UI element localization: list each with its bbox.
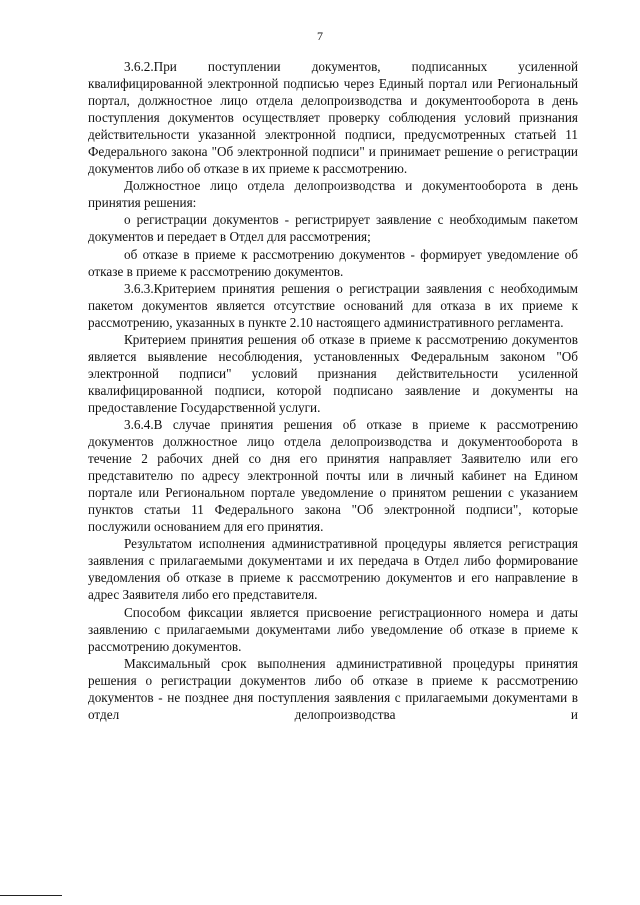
paragraph-3-6-3: 3.6.3.Критерием принятия решения о регистрации заявления с необходимым пакетом документов является отсутствие оснований для отказа в их приеме к рассмотрению, указанных в пункте 2.10 настоящего административного регламента. (88, 280, 578, 330)
page-number: 7 (317, 29, 323, 43)
paragraph-officer-decision-day: Должностное лицо отдела делопроизводства и документооборота в день принятия решения: (88, 178, 578, 211)
document-body (88, 58, 578, 723)
paragraph-refusal-case: об отказе в приеме к рассмотрению документов - формирует уведомление об отказе в приеме к рассмотрению документов. (88, 246, 578, 279)
paragraph-max-term: Максимальный срок выполнения административной процедуры принятия решения о регистрации документов либо об отказе в приеме к рассмотрению документов - не позднее дня поступления заявления с прилагаемыми документами в отдел делопроизводства и (88, 655, 578, 722)
paragraph-3-6-4: 3.6.4.В случае принятия решения об отказе в приеме к рассмотрению документов должностное лицо отдела делопроизводства и документооборота в течение 2 рабочих дней со дня его принятия направляет Заявителю или его представителю по адресу электронной почты или в личный кабинет на Едином портале или Региональном портале уведомление о принятом решении с указанием пунктов статьи 11 Федерального закона "Об электронной подписи", которые послужили основанием для его принятия. (88, 416, 578, 535)
paragraph-refusal-criterion: Критерием принятия решения об отказе в приеме к рассмотрению документов является выявление несоблюдения, установленных Федеральным законом "Об электронной подписи" условий признания действительности усиленной квалифицированной подписи, которой подписано заявление и документы на предоставление Государственной услуги. (88, 331, 578, 415)
paragraph-registration-case: о регистрации документов - регистрирует заявление с необходимым пакетом документов и передает в Отдел для рассмотрения; (88, 212, 578, 245)
paragraph-3-6-2: 3.6.2.При поступлении документов, подписанных усиленной квалифицированной электронной подписью через Единый портал или Региональный портал, должностное лицо отдела делопроизводства и документооборота в день поступления документов осуществляет проверку соблюдения условий признания действительности указанной электронной подписи, предусмотренных статьей 11 Федерального закона "Об электронной подписи" и принимает решение о регистрации документов либо об отказе в их приеме к рассмотрению. (88, 59, 578, 177)
paragraph-fixation-method: Способом фиксации является присвоение регистрационного номера и даты заявлению с прилагаемыми документами либо уведомление об отказе в приеме к рассмотрению документов. (88, 604, 578, 654)
paragraph-procedure-result: Результатом исполнения административной процедуры является регистрация заявления с прилагаемыми документами и их передача в Отдел либо формирование уведомления об отказе в приеме к рассмотрению документов и его направление в адрес Заявителя либо его представителя. (88, 536, 578, 603)
footnote-divider (0, 895, 62, 896)
